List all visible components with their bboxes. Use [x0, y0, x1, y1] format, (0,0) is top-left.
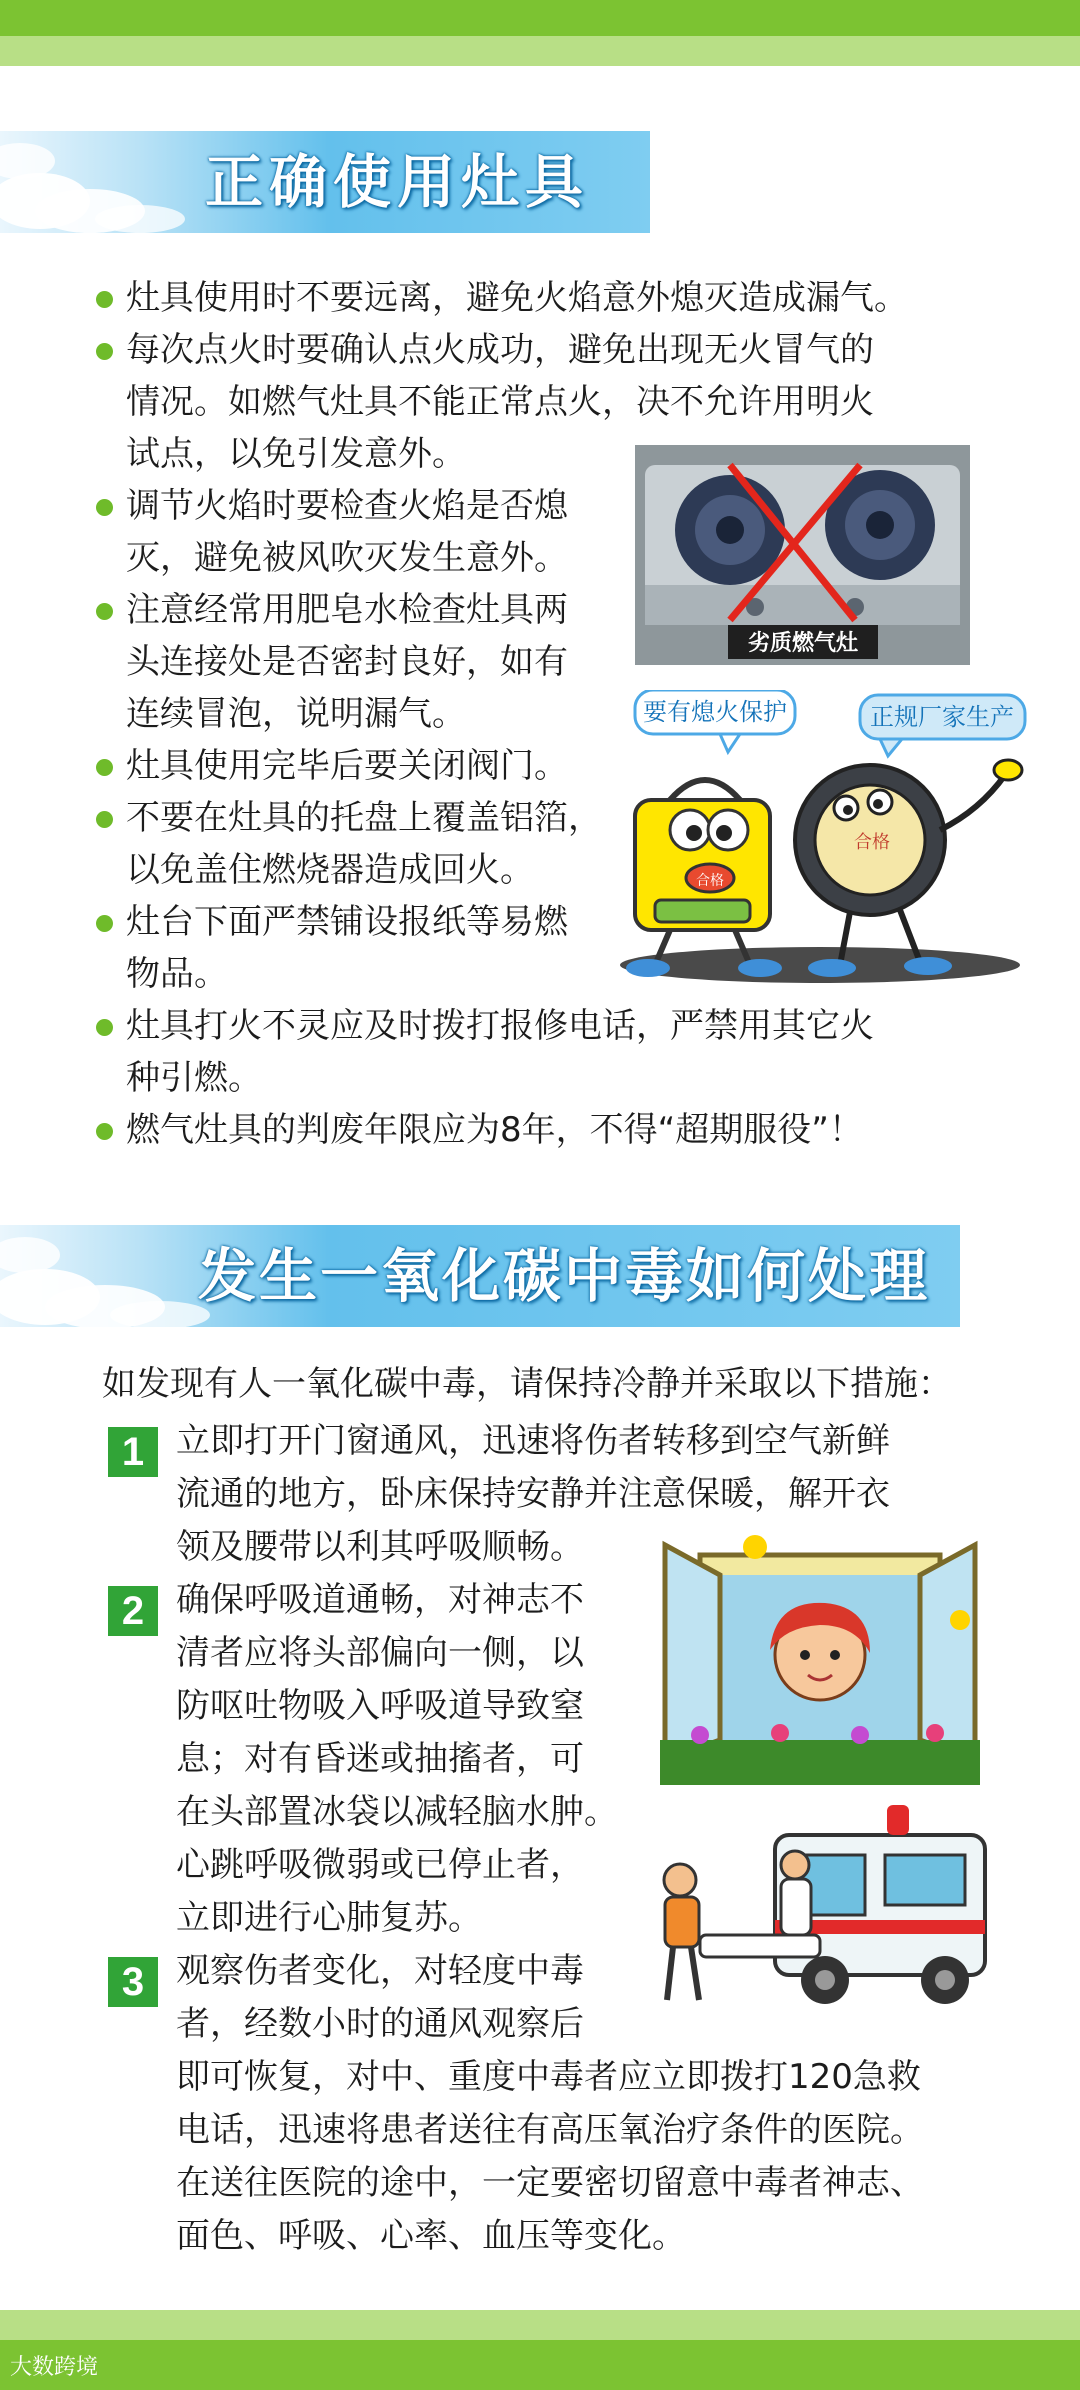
bottom-band-light	[0, 2310, 1080, 2340]
step-number-badge: 2	[108, 1586, 158, 1636]
top-band	[0, 0, 1080, 36]
list-item: 灶具打火不灵应及时拨打报修电话，严禁用其它火 种引燃。	[96, 1000, 966, 1104]
step-item: 1 立即打开门窗通风，迅速将伤者转移到空气新鲜 流通的地方，卧床保持安静并注意保暖，解开衣 领及腰带以利其呼吸顺畅。	[108, 1415, 988, 1574]
step-number-badge: 3	[108, 1957, 158, 2007]
mascot-left-badge: 合格	[696, 873, 724, 889]
list-item: 调节火焰时要检查火焰是否熄 灭，避免被风吹灭发生意外。	[96, 480, 966, 584]
list-item: 燃气灶具的判废年限应为8年，不得“超期服役”！	[96, 1104, 966, 1156]
mascot-right-badge: 合格	[854, 832, 890, 853]
inferior-stove-photo	[635, 445, 970, 665]
section2-title: 发生一氧化碳中毒如何处理	[198, 1242, 931, 1310]
step-item: 2 确保呼吸道通畅，对神志不 清者应将头部偏向一侧，以 防呕吐物吸入呼吸道导致窒 息；对有昏迷或抽搐者，可 在头部置冰袋以减轻脑水肿。 心跳呼吸微弱或已停止者， 立即进行心肺复苏。	[108, 1574, 988, 1945]
section2-banner	[0, 1225, 960, 1327]
open-window-illustration	[660, 1535, 980, 1785]
ambulance-illustration	[655, 1795, 1005, 2020]
watermark: 大数跨境	[10, 2355, 99, 2380]
bubble-flameout-protection: 要有熄火保护	[643, 698, 787, 726]
list-item: 注意经常用肥皂水检查灶具两 头连接处是否密封良好，如有 连续冒泡，说明漏气。	[96, 584, 966, 740]
clouds-icon	[0, 131, 220, 233]
list-item: 灶具使用完毕后要关闭阀门。	[96, 740, 966, 792]
section1-banner	[0, 131, 650, 233]
list-item: 每次点火时要确认点火成功，避免出现无火冒气的 情况。如燃气灶具不能正常点火，决不允许用明火 试点，以免引发意外。	[96, 324, 966, 480]
step-number-badge: 1	[108, 1427, 158, 1477]
top-band-light	[0, 36, 1080, 66]
stove-photo-caption: 劣质燃气灶	[747, 631, 859, 656]
list-item: 灶台下面严禁铺设报纸等易燃 物品。	[96, 896, 966, 1000]
bubble-regular-manufacturer: 正规厂家生产	[870, 703, 1014, 731]
bottom-band	[0, 2340, 1080, 2390]
bullet-dot-icon	[96, 291, 113, 308]
step-item: 3 观察伤者变化，对轻度中毒 者，经数小时的通风观察后 即可恢复，对中、重度中毒者应立即拨打120急救 电话，迅速将患者送往有高压氧治疗条件的医院。 在送往医院的途中，一定要密切留意中毒者神志、 面色、呼吸、心率、血压等变化。	[108, 1945, 988, 2263]
list-item: 不要在灶具的托盘上覆盖铝箔， 以免盖住燃烧器造成回火。	[96, 792, 966, 896]
bullet-dot-icon	[96, 1123, 113, 1140]
bullet-dot-icon	[96, 1019, 113, 1036]
section2-intro: 如发现有人一氧化碳中毒，请保持冷静并采取以下措施：	[102, 1364, 952, 1404]
bullet-dot-icon	[96, 915, 113, 932]
bullet-dot-icon	[96, 343, 113, 360]
section1-title: 正确使用灶具	[205, 148, 590, 216]
bullet-dot-icon	[96, 499, 113, 516]
clouds-icon	[0, 1225, 220, 1327]
bullet-dot-icon	[96, 759, 113, 776]
bullet-dot-icon	[96, 603, 113, 620]
bullet-dot-icon	[96, 811, 113, 828]
safe-device-mascots	[610, 690, 1030, 990]
list-item: 灶具使用时不要远离，避免火焰意外熄灭造成漏气。	[96, 272, 966, 324]
